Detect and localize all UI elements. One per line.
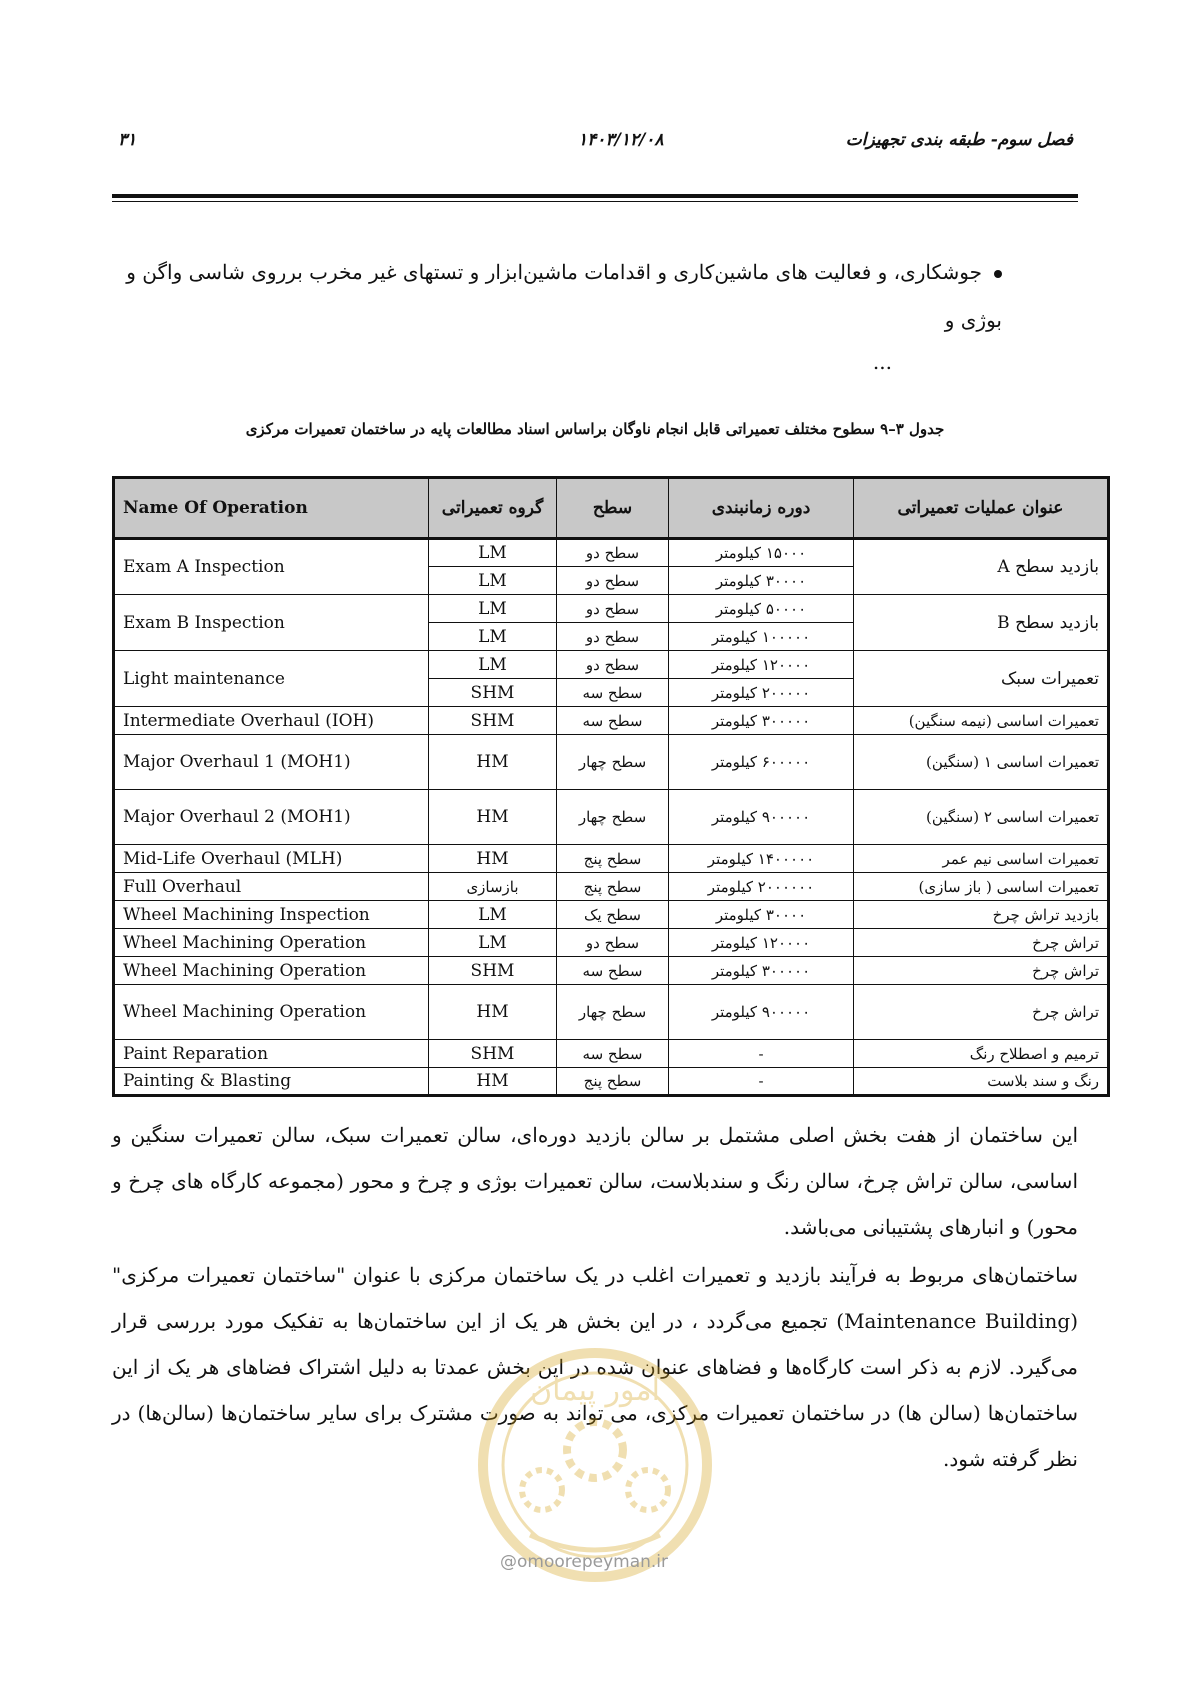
operation-level: سطح چهار — [557, 985, 669, 1040]
operation-group: LM — [429, 929, 557, 957]
operation-period: ۹۰۰۰۰۰ کیلومتر — [669, 790, 854, 845]
table-row — [114, 1068, 1109, 1096]
operation-group: HM — [429, 845, 557, 873]
watermark-text: امور پیمان — [530, 1373, 660, 1408]
table-row — [114, 790, 1109, 845]
operation-period: ۳۰۰۰۰۰ کیلومتر — [669, 707, 854, 735]
operation-period: ۹۰۰۰۰۰ کیلومتر — [669, 985, 854, 1040]
operation-level: سطح پنج — [557, 873, 669, 901]
header-date: ۱۴۰۳/۱۲/۰۸ — [578, 130, 664, 150]
operation-group: HM — [429, 790, 557, 845]
operation-title: تعمیرات اساسی ۲ (سنگین) — [854, 790, 1109, 845]
operation-period: ۳۰۰۰۰۰ کیلومتر — [669, 957, 854, 985]
table-row — [114, 651, 1109, 679]
operation-group: SHM — [429, 679, 557, 707]
operation-group: SHM — [429, 707, 557, 735]
operation-group: بازسازی — [429, 873, 557, 901]
operation-name: Major Overhaul 1 (MOH1) — [114, 735, 429, 790]
operation-level: سطح پنج — [557, 845, 669, 873]
operation-period: ۳۰۰۰۰ کیلومتر — [669, 567, 854, 595]
operation-period: - — [669, 1068, 854, 1096]
operation-period: ۱۲۰۰۰۰ کیلومتر — [669, 929, 854, 957]
operation-period: ۲۰۰۰۰۰۰ کیلومتر — [669, 873, 854, 901]
operation-group: LM — [429, 567, 557, 595]
operation-group: LM — [429, 901, 557, 929]
table-row — [114, 845, 1109, 873]
operation-title: تعمیرات اساسی ۱ (سنگین) — [854, 735, 1109, 790]
bullet-continuation: ... — [872, 350, 892, 374]
watermark-url: @omoorepeyman.ir — [500, 1552, 669, 1572]
table-row — [114, 985, 1109, 1040]
operation-name: Wheel Machining Operation — [114, 985, 429, 1040]
table-row — [114, 929, 1109, 957]
operation-period: ۱۰۰۰۰۰ کیلومتر — [669, 623, 854, 651]
operation-period: ۱۵۰۰۰ کیلومتر — [669, 539, 854, 567]
operations-table — [112, 476, 1110, 1097]
operation-title: تعمیرات سبک — [854, 651, 1109, 707]
operation-name: Intermediate Overhaul (IOH) — [114, 707, 429, 735]
operation-group: LM — [429, 539, 557, 567]
operation-title: بازدید سطح A — [854, 539, 1109, 595]
operation-name: Major Overhaul 2 (MOH1) — [114, 790, 429, 845]
operation-name: Mid-Life Overhaul (MLH) — [114, 845, 429, 873]
chapter-title: فصل سوم- طبقه بندی تجهیزات — [845, 130, 1073, 150]
header-period: دوره زمانبندی — [669, 478, 854, 539]
operation-level: سطح دو — [557, 929, 669, 957]
operation-period: - — [669, 1040, 854, 1068]
table-row — [114, 901, 1109, 929]
operation-level: سطح پنج — [557, 1068, 669, 1096]
operation-level: سطح چهار — [557, 790, 669, 845]
operation-period: ۱۲۰۰۰۰ کیلومتر — [669, 651, 854, 679]
table-row — [114, 595, 1109, 623]
operation-level: سطح چهار — [557, 735, 669, 790]
bullet-text: جوشکاری، و فعالیت های ماشین‌کاری و اقدامات ماشین‌ابزار و تستهای غیر مخرب برروی شاسی واگن و بوژی و — [126, 260, 1002, 332]
operation-group: SHM — [429, 957, 557, 985]
operation-group: SHM — [429, 1040, 557, 1068]
operation-title: تراش چرخ — [854, 985, 1109, 1040]
operation-name: Wheel Machining Operation — [114, 929, 429, 957]
header-level: سطح — [557, 478, 669, 539]
operation-group: LM — [429, 651, 557, 679]
operation-period: ۱۴۰۰۰۰۰ کیلومتر — [669, 845, 854, 873]
table-row — [114, 873, 1109, 901]
operation-group: HM — [429, 1068, 557, 1096]
operation-title: ترمیم و اصطلاح رنگ — [854, 1040, 1109, 1068]
bullet-item — [112, 248, 1002, 380]
operation-group: HM — [429, 735, 557, 790]
bullet-dot-icon — [994, 270, 1002, 278]
operation-name: Wheel Machining Operation — [114, 957, 429, 985]
table-row — [114, 957, 1109, 985]
operation-name: Light maintenance — [114, 651, 429, 707]
header-title: عنوان عملیات تعمیراتی — [854, 478, 1109, 539]
table-caption: جدول ۳–۹ سطوح مختلف تعمیراتی قابل انجام ناوگان براساس اسناد مطالعات پایه در ساختمان تعمیرات مرکزی — [245, 420, 945, 438]
operation-level: سطح دو — [557, 623, 669, 651]
page-header — [118, 130, 1073, 160]
paragraph: این ساختمان از هفت بخش اصلی مشتمل بر سالن بازدید دوره‌ای، سالن تعمیرات سبک، سالن تعمیرات سنگین و اساسی، سالن تراش چرخ، سالن رنگ و سندبلاست، سالن تعمیرات بوژی و چرخ و محور (مجموعه کارگاه های چرخ و محور) و انبارهای پشتیبانی می‌باشد. — [112, 1123, 1078, 1239]
table-row — [114, 539, 1109, 567]
table-row — [114, 735, 1109, 790]
header-rule-thin — [112, 201, 1078, 202]
operation-name: Wheel Machining Inspection — [114, 901, 429, 929]
header-rule-thick — [112, 194, 1078, 198]
operation-level: سطح سه — [557, 707, 669, 735]
operation-level: سطح دو — [557, 539, 669, 567]
operation-level: سطح دو — [557, 651, 669, 679]
operation-level: سطح سه — [557, 1040, 669, 1068]
operation-title: بازدید سطح B — [854, 595, 1109, 651]
operation-title: تراش چرخ — [854, 929, 1109, 957]
operation-period: ۳۰۰۰۰ کیلومتر — [669, 901, 854, 929]
operation-name: Exam B Inspection — [114, 595, 429, 651]
operation-name: Paint Reparation — [114, 1040, 429, 1068]
table-header-row — [114, 478, 1109, 539]
operation-group: HM — [429, 985, 557, 1040]
operation-title: بازدید تراش چرخ — [854, 901, 1109, 929]
table-row — [114, 1040, 1109, 1068]
paragraph: ساختمان‌های مربوط به فرآیند بازدید و تعمیرات اغلب در یک ساختمان مرکزی با عنوان "ساختمان تعمیرات مرکزی" (Maintenance Building) تجمیع می‌گردد ، در این بخش هر یک از این ساختمان‌ها به تفکیک مورد بررسی قرار می‌گیرد. لازم به ذکر است کارگاه‌ها و فضاهای عنوان شده در این بخش عمدتا به دلیل اشتراک فضاهای هر یک از این ساختمان‌ها (سالن ها) در ساختمان تعمیرات مرکزی، می تواند به صورت مشترک برای سایر ساختمان‌ها (سالن‌ها) در نظر گرفته شود. — [112, 1263, 1078, 1471]
operation-level: سطح یک — [557, 901, 669, 929]
operation-title: تعمیرات اساسی نیم عمر — [854, 845, 1109, 873]
page-number: ۳۱ — [118, 130, 137, 150]
operation-title: تعمیرات اساسی ( باز سازی) — [854, 873, 1109, 901]
operation-name: Exam A Inspection — [114, 539, 429, 595]
operation-title: تعمیرات اساسی (نیمه سنگین) — [854, 707, 1109, 735]
operation-period: ۶۰۰۰۰۰ کیلومتر — [669, 735, 854, 790]
operation-level: سطح دو — [557, 567, 669, 595]
operation-level: سطح سه — [557, 679, 669, 707]
header-group: گروه تعمیراتی — [429, 478, 557, 539]
operation-group: LM — [429, 623, 557, 651]
header-name: Name Of Operation — [114, 478, 429, 539]
operation-level: سطح دو — [557, 595, 669, 623]
operation-period: ۵۰۰۰۰ کیلومتر — [669, 595, 854, 623]
operation-title: تراش چرخ — [854, 957, 1109, 985]
operation-group: LM — [429, 595, 557, 623]
operation-name: Painting & Blasting — [114, 1068, 429, 1096]
table-row — [114, 707, 1109, 735]
operation-name: Full Overhaul — [114, 873, 429, 901]
operation-period: ۲۰۰۰۰۰ کیلومتر — [669, 679, 854, 707]
operation-level: سطح سه — [557, 957, 669, 985]
operation-title: رنگ و سند بلاست — [854, 1068, 1109, 1096]
